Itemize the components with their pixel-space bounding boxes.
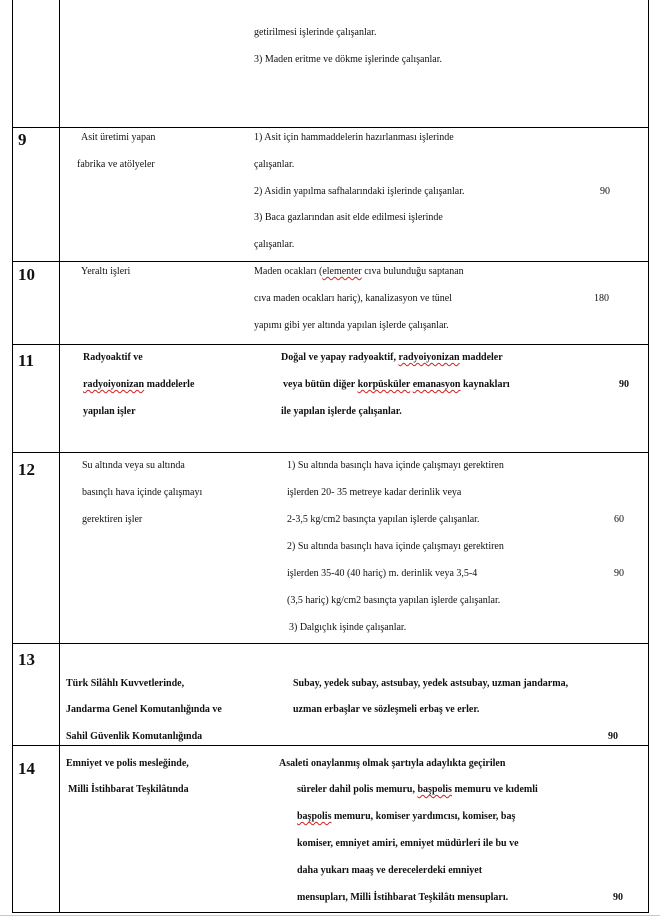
description-line: Doğal ve yapay radyoaktif, radyoiyonizan maddeler <box>281 352 503 363</box>
days-value: 90 <box>619 379 629 390</box>
row-number: 11 <box>18 351 35 370</box>
days-value: 90 <box>614 568 624 579</box>
description-line: Subay, yedek subay, astsubay, yedek astsubay, uzman jandarma, <box>293 678 569 689</box>
description-line: 3) Dalgıçlık işinde çalışanlar. <box>289 622 407 633</box>
row-divider <box>12 745 649 746</box>
job-line: Radyoaktif ve <box>83 352 143 363</box>
days-value: 60 <box>614 514 624 525</box>
description-line: mensupları, Milli İstihbarat Teşkilâtı mensupları. <box>297 892 509 903</box>
days-value: 90 <box>613 892 623 903</box>
job-line: Jandarma Genel Komutanlığında ve <box>66 704 222 715</box>
row-number: 12 <box>18 460 35 479</box>
job-line: radyoiyonizan maddelerle <box>83 379 195 390</box>
days-value: 90 <box>608 731 618 742</box>
description-line: cıva maden ocakları hariç), kanalizasyon ve tünel <box>254 293 452 304</box>
description-line: 1) Asit için hammaddelerin hazırlanması işlerinde <box>254 132 454 143</box>
description-line: 2) Asidin yapılma safhalarındaki işlerinde çalışanlar. <box>254 186 465 197</box>
row-divider <box>12 452 649 453</box>
description-line: başpolis memuru, komiser yardımcısı, komiser, baş <box>297 811 516 822</box>
row-divider <box>12 261 649 262</box>
job-line: fabrika ve atölyeler <box>77 159 155 170</box>
description-line: uzman erbaşlar ve sözleşmeli erbaş ve erler. <box>293 704 480 715</box>
description-line: Maden ocakları (elementer cıva bulunduğu saptanan <box>254 266 464 277</box>
table-bottom-border <box>12 912 649 913</box>
description-line: çalışanlar. <box>254 159 295 170</box>
job-line: basınçlı hava içinde çalışmayı <box>82 487 203 498</box>
job-line: Türk Silâhlı Kuvvetlerinde, <box>66 678 185 689</box>
row-divider <box>12 127 649 128</box>
description-line: getirilmesi işlerinde çalışanlar. <box>254 27 377 38</box>
job-line: Sahil Güvenlik Komutanlığında <box>66 731 203 742</box>
job-line: gerektiren işler <box>82 514 143 525</box>
job-line: Su altında veya su altında <box>82 460 185 471</box>
job-line: Emniyet ve polis mesleğinde, <box>66 758 189 769</box>
description-line: işlerden 35-40 (40 hariç) m. derinlik veya 3,5-4 <box>287 568 478 579</box>
job-line: Milli İstihbarat Teşkilâtında <box>68 784 189 795</box>
description-line: 2-3,5 kg/cm2 basınçta yapılan işlerde çalışanlar. <box>287 514 480 525</box>
row-number: 13 <box>18 650 35 669</box>
description-line: 3) Baca gazlarından asit elde edilmesi işlerinde <box>254 212 443 223</box>
description-line: işlerden 20- 35 metreye kadar derinlik veya <box>287 487 462 498</box>
description-line: 1) Su altında basınçlı hava içinde çalışmayı gerektiren <box>287 460 504 471</box>
job-line: Yeraltı işleri <box>81 266 131 277</box>
description-line: komiser, emniyet amiri, emniyet müdürleri ile bu ve <box>297 838 519 849</box>
page-edge <box>0 915 660 916</box>
row-divider <box>12 643 649 644</box>
description-line: ile yapılan işlerde çalışanlar. <box>281 406 402 417</box>
description-line: çalışanlar. <box>254 239 295 250</box>
description-line: veya bütün diğer korpüsküler emanasyon kaynakları <box>283 379 510 390</box>
column-divider <box>59 0 60 913</box>
job-line: Asit üretimi yapan <box>81 132 156 143</box>
row-number: 10 <box>18 265 35 284</box>
description-line: yapımı gibi yer altında yapılan işlerde çalışanlar. <box>254 320 449 331</box>
description-line: 2) Su altında basınçlı hava içinde çalışmayı gerektiren <box>287 541 504 552</box>
days-value: 90 <box>600 186 610 197</box>
description-line: Asaleti onaylanmış olmak şartıyla adaylıkta geçirilen <box>279 758 506 769</box>
description-line: (3,5 hariç) kg/cm2 basınçta yapılan işlerde çalışanlar. <box>287 595 501 606</box>
row-divider <box>12 344 649 345</box>
description-line: süreler dahil polis memuru, başpolis memuru ve kıdemli <box>297 784 538 795</box>
days-value: 180 <box>594 293 609 304</box>
row-number: 9 <box>18 130 27 149</box>
row-number: 14 <box>18 759 35 778</box>
job-line: yapılan işler <box>83 406 136 417</box>
description-line: 3) Maden eritme ve dökme işlerinde çalışanlar. <box>254 54 442 65</box>
description-line: daha yukarı maaş ve derecelerdeki emniyet <box>297 865 483 876</box>
